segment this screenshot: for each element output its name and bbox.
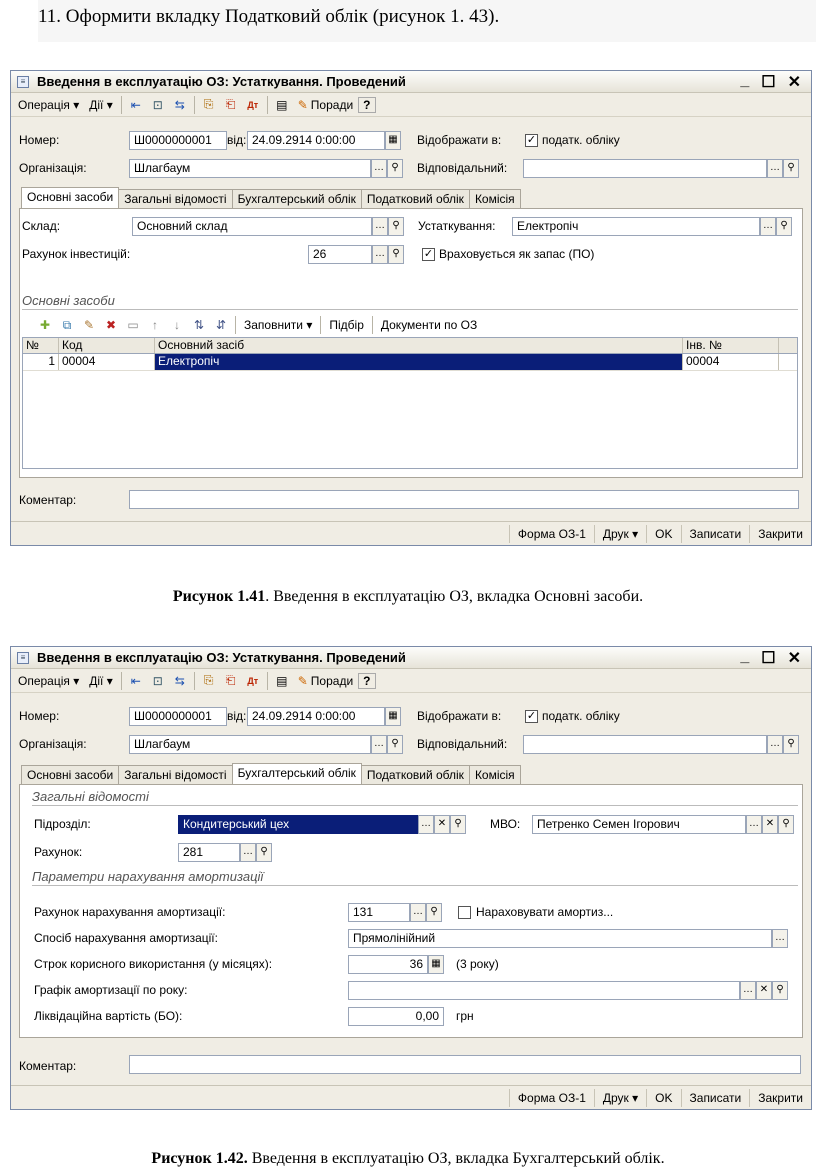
cell-code: 00004: [59, 354, 155, 370]
table-row[interactable]: [23, 354, 797, 371]
task-heading: 11. Оформити вкладку Податковий облік (рисунок 1. 43).: [38, 0, 816, 42]
display-checkbox[interactable]: ✓: [526, 710, 537, 722]
grid-toolbar: [34, 315, 482, 335]
table-header: [23, 338, 797, 354]
operation-menu[interactable]: Операція ▾: [18, 673, 80, 688]
org-search-icon[interactable]: ⚲: [387, 159, 403, 178]
post-icon[interactable]: ⎘: [203, 97, 214, 111]
tab-general[interactable]: Загальні відомості: [118, 765, 232, 784]
org-field[interactable]: Шлагбаум: [129, 159, 371, 178]
sort-asc-icon[interactable]: ⇅: [193, 318, 205, 332]
report-icon[interactable]: ▤: [276, 673, 288, 688]
display-checkbox[interactable]: ✓: [526, 134, 537, 146]
move-up-icon[interactable]: ↑: [152, 318, 158, 332]
number-label: Номер:: [19, 133, 60, 147]
schedule-label: Графік амортизації по року:: [34, 983, 188, 997]
tips-button[interactable]: [293, 95, 358, 115]
warehouse-select-button[interactable]: …: [372, 217, 388, 236]
residual-label: Ліквідаційна вартість (БО):: [34, 1009, 183, 1023]
section-depreciation: Параметри нарахування амортизації: [32, 869, 264, 884]
help-button[interactable]: ?: [358, 673, 375, 689]
tab-tax[interactable]: Податковий облік: [361, 765, 470, 784]
caption-figure-142: [0, 1150, 816, 1168]
comment-label: Коментар:: [19, 493, 77, 507]
dept-search-icon[interactable]: ⚲: [450, 815, 466, 834]
tips-icon: ✎: [297, 97, 308, 112]
back-arrow-icon[interactable]: ⇤: [130, 673, 141, 688]
method-field[interactable]: Прямолінійний: [348, 929, 772, 948]
window-title-bar: [11, 71, 811, 93]
close-button[interactable]: ✕: [787, 73, 801, 91]
sort-desc-icon[interactable]: ⇵: [215, 318, 227, 332]
refresh-icon[interactable]: ⊡: [152, 673, 163, 688]
ok-button[interactable]: OK: [646, 525, 680, 543]
help-button[interactable]: ?: [358, 97, 375, 113]
close-button[interactable]: ✕: [787, 649, 801, 667]
dept-select-button[interactable]: …: [418, 815, 434, 834]
docs-button[interactable]: Документи по ОЗ: [380, 318, 478, 332]
tab-panel: [19, 208, 803, 478]
dep-checkbox[interactable]: [458, 906, 471, 919]
mvo-select-button[interactable]: …: [746, 815, 762, 834]
method-label: Спосіб нарахування амортизації:: [34, 931, 218, 945]
form-oz1-button[interactable]: Форма ОЗ-1: [509, 1089, 594, 1107]
date-field[interactable]: 24.09.2914 0:00:00: [247, 707, 385, 726]
comment-field[interactable]: [129, 490, 799, 509]
resp-label: Відповідальний:: [417, 161, 508, 175]
close-form-button[interactable]: Закрити: [749, 1089, 811, 1107]
resp-search-icon[interactable]: ⚲: [783, 159, 799, 178]
add-row-icon[interactable]: ✚: [39, 318, 51, 332]
dep-account-field[interactable]: 131: [348, 903, 410, 922]
account-search-icon[interactable]: ⚲: [256, 843, 272, 862]
main-toolbar: [11, 93, 811, 117]
tips-label: Поради: [310, 673, 354, 688]
caption-figure-141: [0, 588, 816, 606]
inv-account-field[interactable]: 26: [308, 245, 372, 264]
caption-text: . Введення в експлуатацію ОЗ, вкладка Основні засоби.: [265, 588, 644, 605]
dep-account-select-button[interactable]: …: [410, 903, 426, 922]
account-select-button[interactable]: …: [240, 843, 256, 862]
life-label: Строк корисного використання (у місяцях):: [34, 957, 273, 971]
mvo-field[interactable]: Петренко Семен Ігорович: [532, 815, 746, 834]
mvo-label: МВО:: [490, 817, 521, 831]
display-check-label: податк. обліку: [542, 133, 620, 147]
calendar-icon[interactable]: ▦: [385, 131, 401, 150]
col-code[interactable]: Код: [59, 338, 155, 353]
exchange-icon[interactable]: ⇆: [174, 673, 185, 688]
tab-strip: [21, 765, 520, 784]
equipment-field[interactable]: Електропіч: [512, 217, 760, 236]
resp-select-button[interactable]: …: [767, 159, 783, 178]
resp-field[interactable]: [523, 159, 767, 178]
window-title: Введення в експлуатацію ОЗ: Устаткування. Проведений: [37, 74, 406, 89]
minimize-button[interactable]: _: [740, 71, 750, 89]
exchange-icon[interactable]: ⇆: [174, 97, 185, 112]
col-asset[interactable]: Основний засіб: [155, 338, 683, 353]
end-edit-icon[interactable]: ▭: [127, 318, 139, 332]
print-menu[interactable]: Друк ▾: [594, 1089, 646, 1107]
dept-label: Підрозділ:: [34, 817, 91, 831]
stock-checkbox[interactable]: ✓: [423, 248, 434, 260]
dep-account-label: Рахунок нарахування амортизації:: [34, 905, 226, 919]
tab-general[interactable]: Загальні відомості: [118, 189, 232, 208]
dep-check-label: Нараховувати амортиз...: [476, 905, 614, 919]
refresh-icon[interactable]: ⊡: [152, 97, 163, 112]
warehouse-label: Склад:: [22, 219, 61, 233]
inv-account-select-button[interactable]: …: [372, 245, 388, 264]
main-toolbar: [11, 669, 811, 693]
mvo-clear-icon[interactable]: ✕: [762, 815, 778, 834]
assets-table[interactable]: [22, 337, 798, 469]
debit-credit-icon[interactable]: Дт: [247, 99, 259, 110]
org-select-button[interactable]: …: [371, 159, 387, 178]
report-icon[interactable]: ▤: [276, 97, 288, 112]
life-years: (3 року): [456, 957, 499, 971]
from-label: від:: [227, 133, 247, 147]
dep-account-search-icon[interactable]: ⚲: [426, 903, 442, 922]
pick-button[interactable]: Підбір: [329, 318, 364, 332]
document-window-2: [10, 646, 812, 1110]
tab-tax[interactable]: Податковий облік: [361, 189, 470, 208]
edit-row-icon[interactable]: ✎: [83, 318, 95, 332]
tab-fixed-assets[interactable]: Основні засоби: [21, 765, 119, 784]
back-arrow-icon[interactable]: ⇤: [130, 97, 141, 112]
close-form-button[interactable]: Закрити: [749, 525, 811, 543]
save-button[interactable]: Записати: [681, 1089, 750, 1107]
ok-button[interactable]: OK: [646, 1089, 680, 1107]
from-label: від:: [227, 709, 247, 723]
number-field[interactable]: Ш0000000001: [129, 707, 227, 726]
bottom-bar: [11, 521, 811, 545]
life-field[interactable]: 36: [348, 955, 428, 974]
comment-label: Коментар:: [19, 1059, 77, 1073]
org-label: Організація:: [19, 161, 87, 175]
tab-commission[interactable]: Комісія: [469, 765, 521, 784]
schedule-field[interactable]: [348, 981, 740, 1000]
date-field[interactable]: 24.09.2914 0:00:00: [247, 131, 385, 150]
bottom-bar: [11, 1085, 811, 1109]
tab-accounting[interactable]: Бухгалтерський облік: [232, 763, 362, 784]
tab-panel: [19, 784, 803, 1038]
account-field[interactable]: 281: [178, 843, 240, 862]
form-oz1-button[interactable]: Форма ОЗ-1: [509, 525, 594, 543]
account-label: Рахунок:: [34, 845, 83, 859]
display-label: Відображати в:: [417, 133, 502, 147]
move-down-icon[interactable]: ↓: [174, 318, 180, 332]
cell-asset[interactable]: Електропіч: [155, 354, 683, 370]
resp-field[interactable]: [523, 735, 767, 754]
dept-field[interactable]: Кондитерський цех: [178, 815, 418, 834]
maximize-button[interactable]: ☐: [761, 649, 776, 667]
debit-credit-icon[interactable]: Дт: [247, 675, 259, 686]
display-check-label: податк. обліку: [542, 709, 620, 723]
warehouse-field[interactable]: Основний склад: [132, 217, 372, 236]
org-search-icon[interactable]: ⚲: [387, 735, 403, 754]
currency-label: грн: [456, 1009, 474, 1023]
org-label: Організація:: [19, 737, 87, 751]
caption-number: Рисунок 1.42.: [151, 1150, 248, 1167]
warehouse-search-icon[interactable]: ⚲: [388, 217, 404, 236]
comment-field[interactable]: [129, 1055, 801, 1074]
residual-field[interactable]: 0,00: [348, 1007, 444, 1026]
caption-number: Рисунок 1.41: [172, 588, 266, 605]
inv-account-label: Рахунок інвестицій:: [22, 247, 131, 261]
mvo-search-icon[interactable]: ⚲: [778, 815, 794, 834]
maximize-button[interactable]: ☐: [761, 73, 776, 91]
resp-label: Відповідальний:: [417, 737, 508, 751]
resp-select-button[interactable]: …: [767, 735, 783, 754]
calculator-icon[interactable]: ▦: [428, 955, 444, 974]
tab-fixed-assets[interactable]: Основні засоби: [21, 187, 119, 208]
number-field[interactable]: Ш0000000001: [129, 131, 227, 150]
stock-check-label: Враховується як запас (ПО): [439, 247, 595, 261]
actions-menu[interactable]: Дії ▾: [89, 97, 113, 112]
unpost-icon[interactable]: ⎗: [225, 673, 236, 687]
section-title: Основні засоби: [22, 293, 115, 308]
col-num[interactable]: №: [23, 338, 59, 353]
calendar-icon[interactable]: ▦: [385, 707, 401, 726]
equipment-select-button[interactable]: …: [760, 217, 776, 236]
tips-button[interactable]: [293, 671, 358, 691]
window-title-bar: [11, 647, 811, 669]
schedule-clear-icon[interactable]: ✕: [756, 981, 772, 1000]
dept-clear-icon[interactable]: ✕: [434, 815, 450, 834]
cell-num: 1: [23, 354, 59, 370]
org-select-button[interactable]: …: [371, 735, 387, 754]
inv-account-search-icon[interactable]: ⚲: [388, 245, 404, 264]
window-title: Введення в експлуатацію ОЗ: Устаткування. Проведений: [37, 650, 406, 665]
schedule-search-icon[interactable]: ⚲: [772, 981, 788, 1000]
resp-search-icon[interactable]: ⚲: [783, 735, 799, 754]
minimize-button[interactable]: _: [740, 647, 750, 665]
schedule-select-button[interactable]: …: [740, 981, 756, 1000]
copy-row-icon[interactable]: ⧉: [62, 317, 72, 332]
document-window-1: [10, 70, 812, 546]
equipment-label: Устаткування:: [418, 219, 496, 233]
tab-accounting[interactable]: Бухгалтерський облік: [232, 189, 362, 208]
tips-label: Поради: [310, 97, 354, 112]
fill-menu[interactable]: Заповнити ▾: [244, 318, 313, 332]
cell-inv: 00004: [683, 354, 779, 370]
save-button[interactable]: Записати: [681, 525, 750, 543]
delete-row-icon[interactable]: ✖: [105, 318, 117, 332]
tab-commission[interactable]: Комісія: [469, 189, 521, 208]
caption-text: Введення в експлуатацію ОЗ, вкладка Бухгалтерський облік.: [247, 1150, 665, 1167]
print-menu[interactable]: Друк ▾: [594, 525, 646, 543]
number-label: Номер:: [19, 709, 60, 723]
method-select-button[interactable]: …: [772, 929, 788, 948]
section-general: Загальні відомості: [32, 789, 149, 804]
col-inv[interactable]: Інв. №: [683, 338, 779, 353]
tab-strip: [21, 189, 520, 208]
document-icon: ≡: [17, 76, 29, 88]
org-field[interactable]: Шлагбаум: [129, 735, 371, 754]
tips-icon: ✎: [297, 673, 308, 688]
post-icon[interactable]: ⎘: [203, 673, 214, 687]
equipment-search-icon[interactable]: ⚲: [776, 217, 792, 236]
unpost-icon[interactable]: ⎗: [225, 97, 236, 111]
operation-menu[interactable]: Операція ▾: [18, 97, 80, 112]
display-label: Відображати в:: [417, 709, 502, 723]
actions-menu[interactable]: Дії ▾: [89, 673, 113, 688]
document-icon: ≡: [17, 652, 29, 664]
